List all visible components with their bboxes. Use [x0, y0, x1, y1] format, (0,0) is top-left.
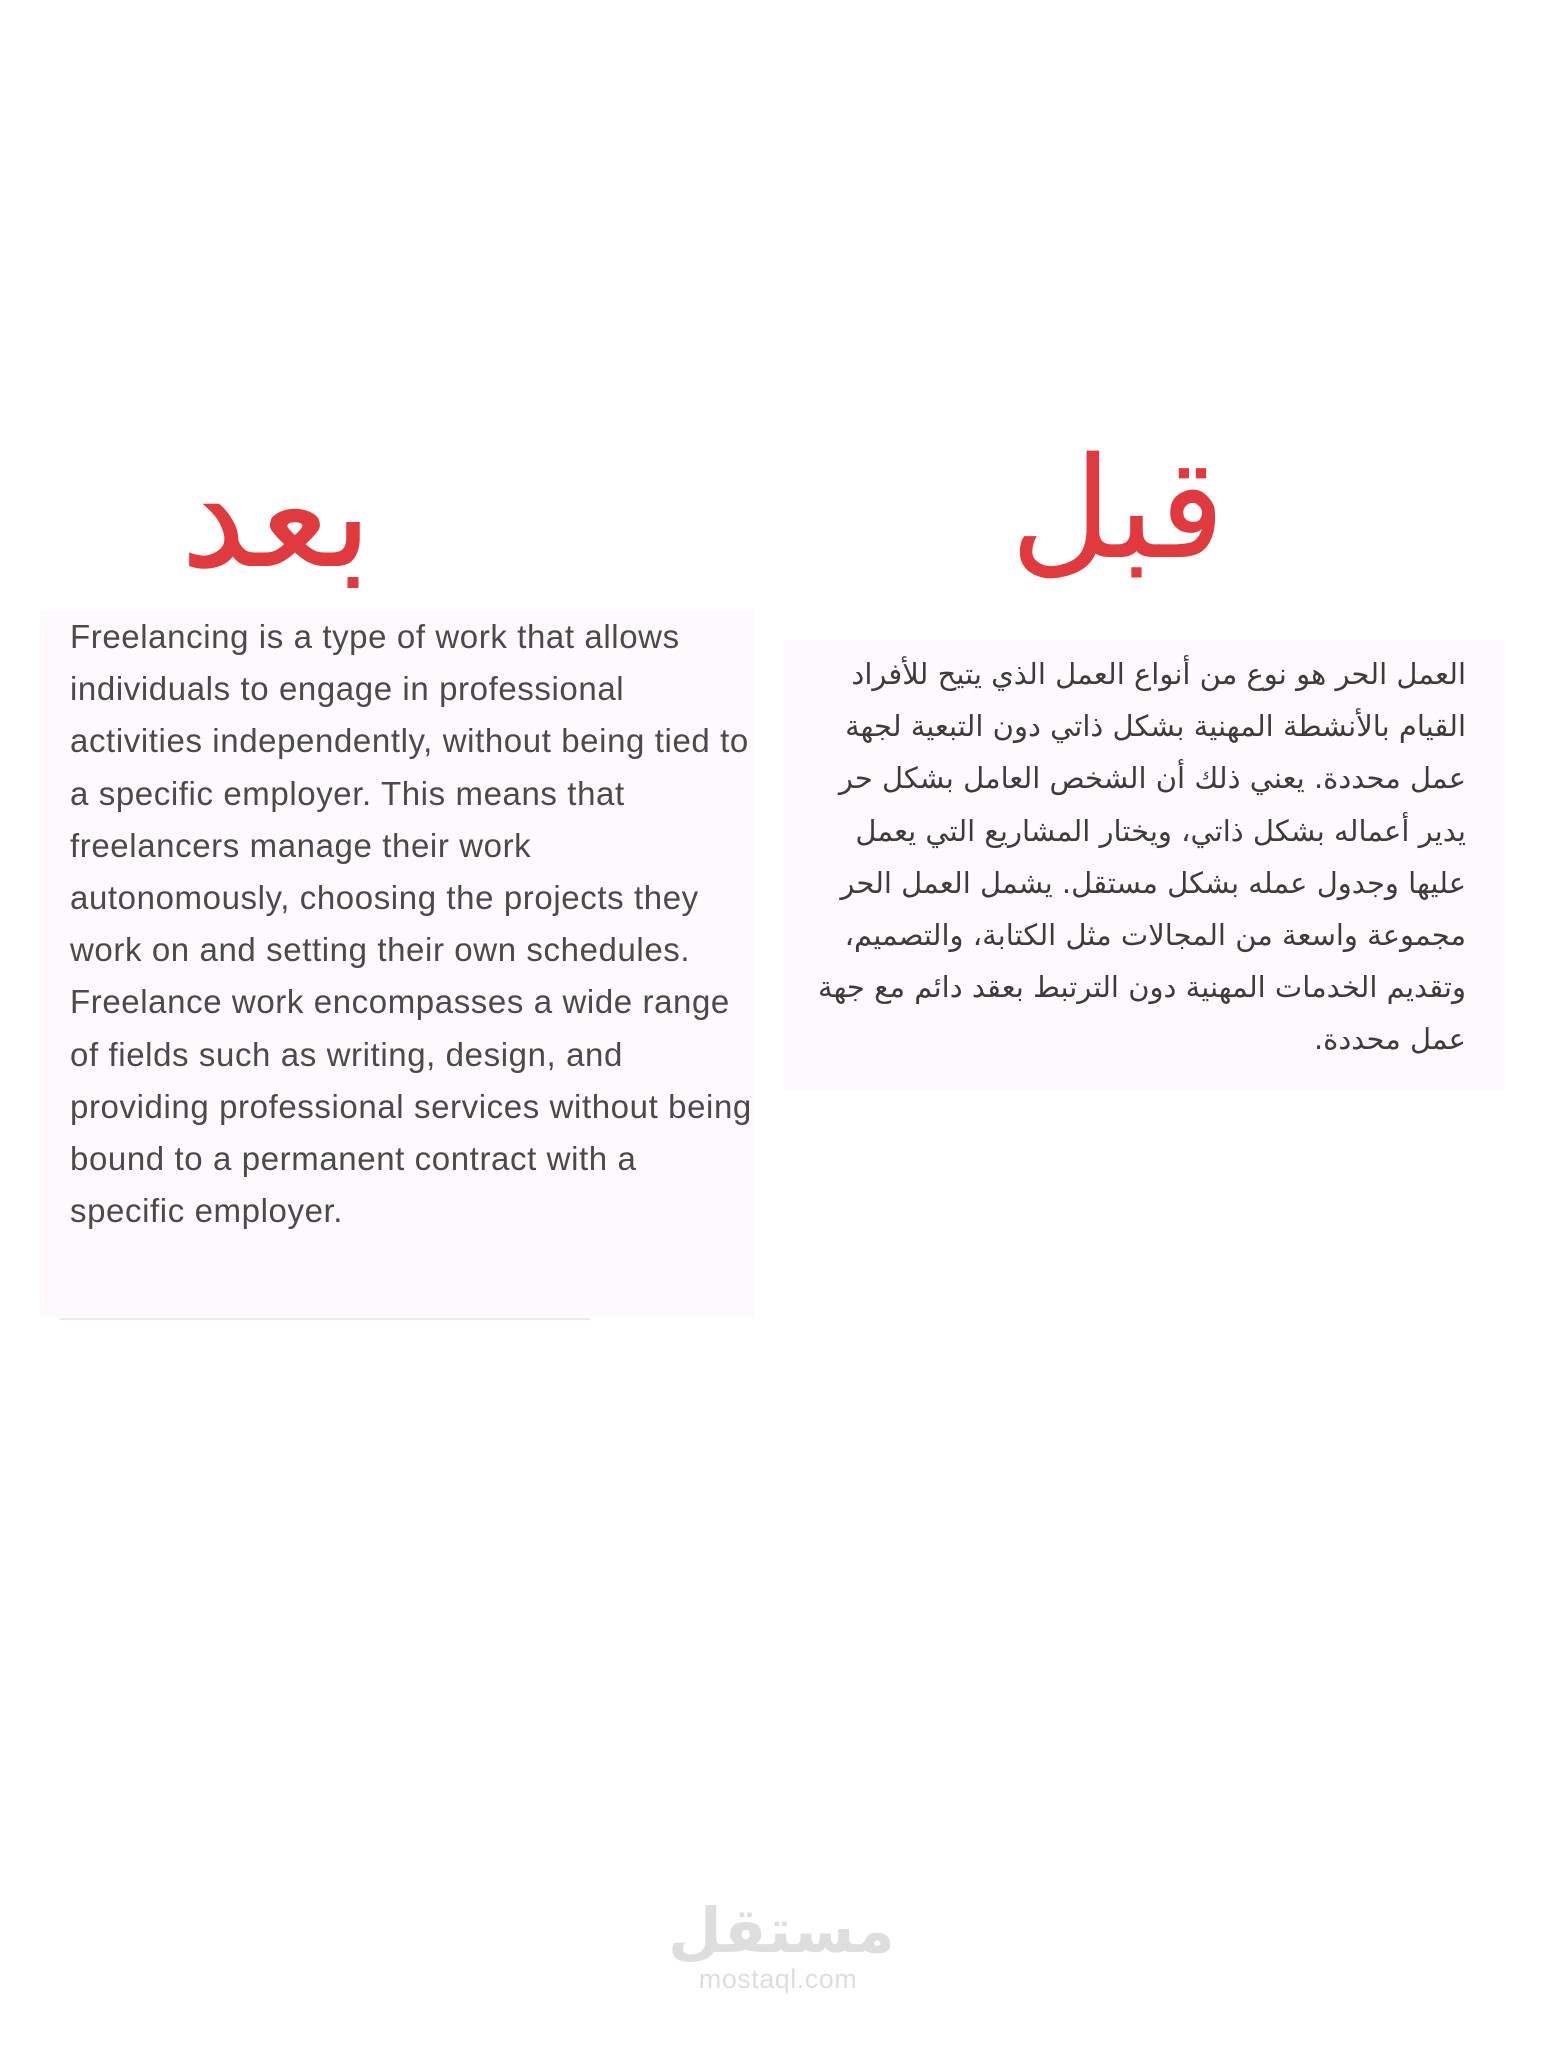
- english-paragraph: Freelancing is a type of work that allows individuals to engage in professional activities independently, without being tied to a specific employer. This means that freelancers manage their work autonomously, choosing the projects they work on and setting their own schedules. Freelance work encompasses a wide range of fields such as writing, design, and providing professional services without being bound to a permanent contract with a specific employer.: [70, 618, 752, 1230]
- arabic-text-panel: [784, 640, 1504, 1090]
- heading-after: بعد: [180, 428, 373, 602]
- heading-before: قبل: [1010, 428, 1226, 591]
- arabic-paragraph: العمل الحر هو نوع من أنواع العمل الذي يتيح للأفراد القيام بالأنشطة المهنية بشكل ذاتي دون التبعية لجهة عمل محددة. يعني ذلك أن الشخص العامل بشكل حر يدير أعماله بشكل ذاتي، ويختار المشاريع التي يعمل عليها وجدول عمله بشكل مستقل. يشمل العمل الحر مجموعة واسعة من المجالات مثل الكتابة، والتصميم، وتقديم الخدمات المهنية دون الترتبط بعقد دائم مع جهة عمل محددة.: [818, 657, 1466, 1057]
- mostaql-watermark: [668, 1894, 895, 1994]
- english-text-panel: [40, 611, 754, 1316]
- mostaql-logo-icon: مستقل: [668, 1894, 895, 1967]
- watermark-url: mostaql.com: [698, 1964, 858, 1994]
- panel-divider: [60, 1318, 590, 1320]
